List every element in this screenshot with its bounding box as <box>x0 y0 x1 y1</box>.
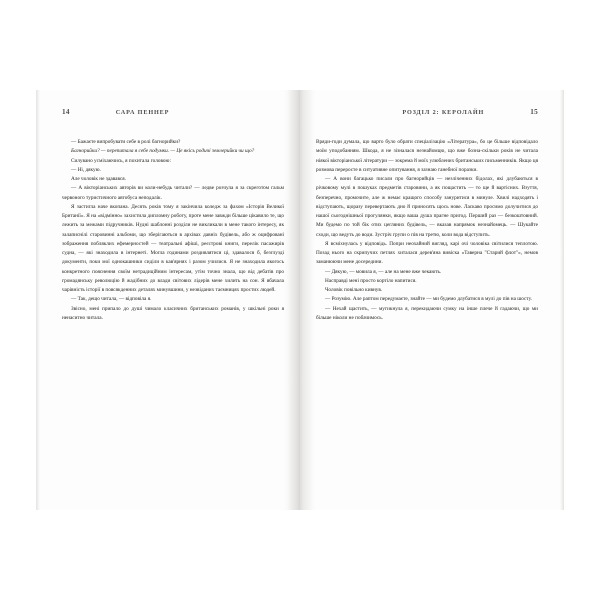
paragraph: Вряди-годи думала, що варто було обрати спеціалізацію «Література», бо це більше відповідало моїм уподобанням. Шкода, я не зізналася незнайомцю, що вже бозна-скільки років не читала ніякої вікторіанської літератури — зокрема й моїх улюблених британських письменників. Якщо ця розмова переросте в ситуативне опитування, я зазнаю ганебної поразки. <box>316 139 538 173</box>
paragraph-italic: Багнорийки? — перепитала я себе подумки. — Це якісь родичі землерийки чи що? <box>71 148 255 155</box>
paragraph: — Бажаєте випробувати себе в ролі багнорийки? <box>71 139 181 145</box>
paragraph: Але чоловік не здавався. <box>71 176 126 182</box>
paragraph <box>62 147 284 156</box>
left-running-head <box>62 108 284 122</box>
right-page-body <box>316 138 538 323</box>
paragraph: Я застигла наче вкопана. Десять років тому я закінчила коледж за фахом «Історія Великої Британії». Я на «відмінно» захистила дипломну роботу, проте мене завжди більше цікавило те, що лежить за межами підручників. Нудні шаблонні розділи не викликали в мене такого інтересу, як залаписнілі старовинні альбоми, що зберігаються в архівах давніх будівель, або ж оцифровані зображення побляклих ефемерностей — театральні афіші, реєстрові книги, перелік пасажирів судна, — які знаходила в інтернеті. Могла годинами роздивлятися ці, здавалося б, безглузді документи, поки мої однокашники сиділи в кав'ярнях і разом училися. Я не знаходила якогось конкретного пояснення своїм нетрадиційним інтересам, утім точно знала, що від дебатів про громадянську революцію й жадібних до влади світових лідерів мене хилить на сон. Я вбачала чарівність історії в повсякденних деталях минувшини, у незвіданих таємницях простих людей. <box>62 203 284 293</box>
left-page-edge <box>36 90 40 510</box>
paragraph: — Розумію. Але раптом передумаєте, знайте — ми будемо длубатися в мулі до пів на шосту. <box>325 296 532 303</box>
paragraph: Насправді мені просто кортіло напитися. <box>325 277 417 284</box>
paragraph: — Так, дещо читала, — відповіла я. <box>71 296 152 303</box>
paragraph: Я всміхнулась у відповідь. Попри неохайний вигляд, карі очі чоловіка світилися теплотою. Позад нього на скрипучих петлях хиталася дерев'яна вивіска «Таверна "Старий флот"», немов заманюючи мене досередини. <box>316 240 538 266</box>
paragraph: — Ні, дякую. <box>71 166 101 173</box>
right-running-head-title: РОЗДІЛ 2: КЕРОЛАЙН <box>402 109 485 116</box>
right-running-head <box>316 108 538 122</box>
right-page <box>300 90 564 510</box>
paragraph: — А вони багацько писали про багнорийців — незліченних бідолах, які длубаються в річковому мулі в пошуках предметів старовини, а як пощастить — то ще й вартісних. Взуття, безперечно, промочите, але ж немає кращого способу зануритися в минуле. Хвилі надходять і відступають, щоразу перевертають дно й приносять щось нове. Ласкаво просимо долучитися до нашої сьогоднішньої прогулянки, якщо ваша душа прагне пригод. Перший раз — безкоштовний. Ми будемо по той бік отих цегляних будівель, — вказав напрямок незнайомець. — Шукайте сходи, що ведуть до води. Зустріч групи о пів на третю, коли вода відступить. <box>316 176 538 238</box>
right-page-edge <box>560 90 564 510</box>
left-page-body <box>62 138 284 323</box>
paragraph: — Дякую, — мовила я, — але на мене вже чекають. <box>325 268 442 275</box>
left-page <box>36 90 300 510</box>
paragraph: Чоловік повільно кивнув. <box>325 287 383 293</box>
paragraph: Звісно, мені припало до душі чимало класичних британських романів, у шкільні роки я ненаситно читала. <box>62 305 284 321</box>
paragraph: — А вікторіанських авторів ви коли-небудь читали? — ледве розчула я за скреготом гальм червоного туристичного автобуса неподалік. <box>62 185 284 201</box>
book-spread <box>36 90 564 510</box>
paragraph: Силувано усміхаючись, я похитала головою: <box>71 157 171 164</box>
left-running-head-title: САРА ПЕННЕР <box>115 109 170 116</box>
left-page-folio: 14 <box>62 108 70 116</box>
right-page-folio: 15 <box>530 108 538 116</box>
paragraph: — Нехай щастить, — мугикнула я, перекидаючи сумку на інше плече й гадаючи, що ми більше ніколи не побачимось. <box>316 305 538 321</box>
